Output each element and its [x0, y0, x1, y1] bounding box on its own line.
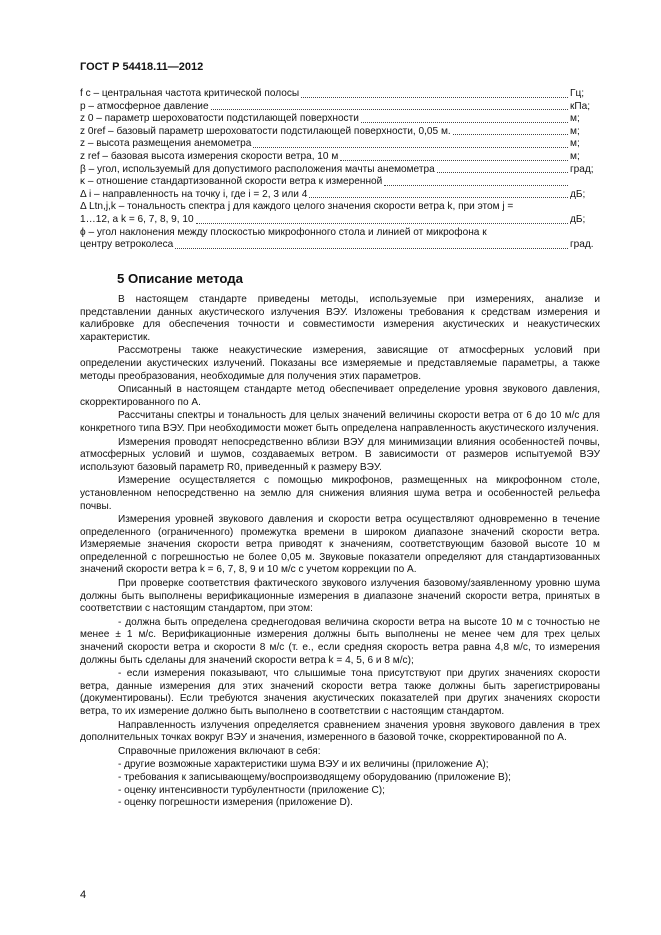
definition-unit: м;: [570, 150, 580, 162]
definition-text: z 0ref – базовый параметр шероховатости подстилающей поверхности, 0,05 м.: [80, 125, 451, 137]
definition-text-line1: Δ Ltn,j,k – тональность спектра j для каждого целого значения скорости ветра k, при этом j =: [80, 201, 514, 213]
definition-unit: м;: [570, 138, 580, 150]
page-number: 4: [80, 889, 87, 901]
definition-text: β – угол, используемый для допустимого расположения мачты анемометра: [80, 163, 435, 175]
definition-unit: град.: [570, 239, 594, 251]
section-title: 5 Описание метода: [117, 271, 244, 286]
definition-unit: Гц;: [570, 88, 585, 99]
definition-item: [80, 126, 600, 139]
definition-text-line1: ϕ – угол наклонения между плоскостью микрофонного стола и линией от микрофона к: [80, 226, 487, 238]
definition-item: [80, 113, 600, 126]
paragraph: Измерения уровней звукового давления и скорости ветра осуществляют одновременно в течение определенного (ограниченного) промежутка времени в широком диапазоне значений скорости ветра. Измеряемые значения скорости ветра приводят к значениям, соответствующим базовой высоте 10 м определенной с погрешностью не более 0,05 м. Звуковые показатели определяют для стандартизованных значений скорости ветра k = 6, 7, 8, 9 и 10 м/с с учетом коррекции по A.: [80, 514, 600, 576]
paragraph: Описанный в настоящем стандарте метод обеспечивает определение уровня звукового давления, скорректированного по A.: [80, 384, 600, 408]
definition-text: p – атмосферное давление: [80, 100, 209, 112]
paragraph: Измерение осуществляется с помощью микрофонов, размещенных на микрофонном столе, установленном непосредственно на землю для снижения влияния шума ветра и особенностей рельефа почвы.: [80, 475, 600, 512]
definition-text: z – высота размещения анемометра: [80, 138, 252, 150]
section-body: [80, 294, 600, 810]
symbol-definitions: [80, 88, 600, 252]
definition-item: [80, 88, 600, 101]
paragraph: - если измерения показывают, что слышимые тона присутствуют при других значениях скорости ветра, данные измерения для этих значений скорости ветра также должны быть зарегистрированы (документированы). Если требуются значения акустических показателей при других значениях скорости ветра, то их измерение должно быть выполнено в соответствии с настоящим стандартом.: [80, 668, 600, 717]
definition-unit: дБ;: [570, 213, 586, 225]
list-item: - другие возможные характеристики шума ВЭУ и их величины (приложение А);: [118, 759, 489, 771]
paragraph: При проверке соответствия фактического звукового излучения базовому/заявленному уровню шума должны быть выполнены верификационные измерения в диапазоне значений скорости ветра, принятых в соответствии с настоящим стандартом, при этом:: [80, 578, 600, 615]
definition-text: Δ i – направленность на точку i, где i = 2, 3 или 4: [80, 188, 308, 200]
definition-item: [80, 151, 600, 164]
definition-text: z ref – базовая высота измерения скорости ветра, 10 м: [80, 150, 339, 162]
definition-unit: м;: [570, 113, 580, 125]
definition-item: [80, 164, 600, 177]
definition-text: центру ветроколеса: [80, 239, 174, 251]
list-item: - требования к записывающему/воспроизводящему оборудованию (приложение В);: [118, 771, 511, 783]
paragraph: Рассчитаны спектры и тональность для целых значений величины скорости ветра от 6 до 10 м/с для конкретного типа ВЭУ. При необходимости может быть определена направленность акустического излучения.: [80, 410, 600, 434]
definition-item: [80, 101, 600, 114]
definition-item: [80, 201, 600, 226]
definition-unit: м;: [570, 125, 580, 137]
definition-unit: дБ;: [570, 188, 586, 200]
definition-text: 1…12, а k = 6, 7, 8, 9, 10: [80, 213, 194, 225]
list-item: - оценку погрешности измерения (приложение D).: [118, 797, 353, 809]
definition-unit: кПа;: [570, 100, 591, 112]
definition-item: [80, 227, 600, 252]
definition-unit: град;: [570, 163, 594, 175]
definition-item: [80, 138, 600, 151]
paragraph: Справочные приложения включают в себя:: [118, 745, 321, 757]
paragraph: - должна быть определена среднегодовая величина скорости ветра на высоте 10 м с точностью не менее ± 1 м/с. Верификационные измерения должны быть выполнены не менее чем для трех целых значений скорости ветра и скорости 8 м/с (т. е., если средняя скорость ветра равна 4,8 м/с, то измерения должны быть сделаны для значений скорости ветра k = 4, 5, 6 и 8 м/с);: [80, 616, 600, 666]
definition-text: f c – центральная частота критической полосы: [80, 88, 300, 99]
definition-item: [80, 189, 600, 202]
paragraph: Направленность излучения определяется сравнением значения уровня звукового давления в трех дополнительных точках вокруг ВЭУ и значения, измеренного в базовой точке, скорректированной по A.: [80, 719, 600, 744]
definition-item: [80, 176, 600, 189]
document-header: ГОСТ Р 54418.11—2012: [80, 61, 204, 73]
definition-text: κ – отношение стандартизованной скорости ветра к измеренной: [80, 176, 383, 188]
paragraph: Измерения проводят непосредственно вблизи ВЭУ для минимизации влияния особенностей почвы, атмосферных условий и шумов, создаваемых ветром. В зависимости от размеров испытуемой ВЭУ используют базовый параметр R0, приведенный к размеру ВЭУ.: [80, 436, 600, 473]
definition-text: z 0 – параметр шероховатости подстилающей поверхности: [80, 113, 359, 125]
list-item: - оценку интенсивности турбулентности (приложение С);: [118, 784, 385, 796]
paragraph: Рассмотрены также неакустические измерения, зависящие от атмосферных условий при определении акустических излучений. Показаны все измеряемые и представляемые параметры, а также методы преобразования, необходимые для получения этих параметров.: [80, 345, 600, 382]
paragraph: В настоящем стандарте приведены методы, используемые при измерениях, анализе и представлении данных акустического излучения ВЭУ. Изложены требования к средствам измерения и калибровке для обеспечения точности и совместимости измерения акустических и неакустических характеристик.: [80, 294, 600, 343]
